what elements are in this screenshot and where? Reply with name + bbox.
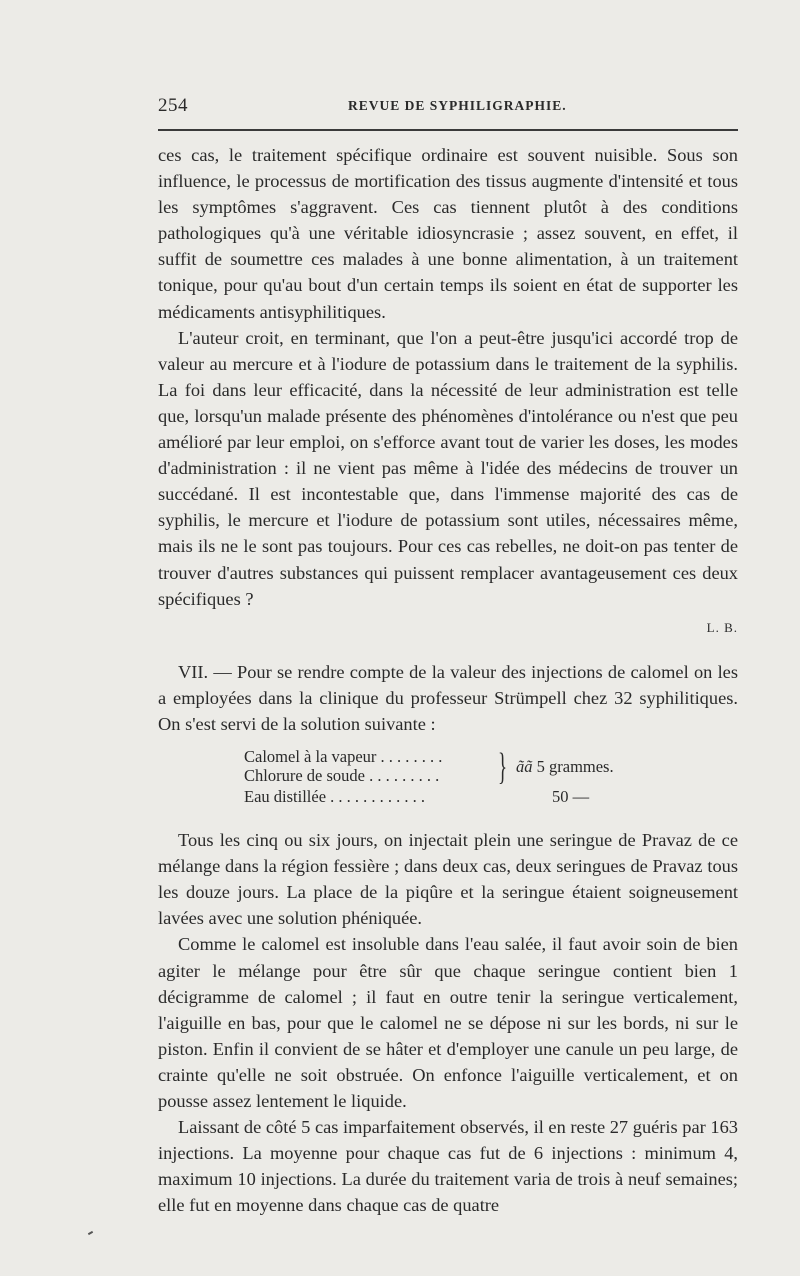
formula-line-calomel: Calomel à la vapeur . . . . . . . .: [244, 747, 443, 767]
paragraph-section-vii: VII. — Pour se rendre compte de la valeur des injections de calomel on les a employées dans la clinique du professeur Strümpell chez 32 syphilitiques. On s'est servi de la solution suivante :: [158, 661, 738, 734]
paragraph-injections: Tous les cinq ou six jours, on injectait plein une seringue de Pravaz de ce mélange dans la région fessière ; dans deux cas, deux seringues de Pravaz tous les douze jours. La place de la piqûre et la seringue étaient soigneusement lavées avec une solution phéniquée.: [158, 830, 738, 929]
formula-quantity-eau: 50 —: [552, 787, 590, 807]
signature: L. B.: [706, 619, 738, 635]
page-header: [158, 95, 738, 119]
article-body: [158, 142, 738, 1218]
running-title: REVUE DE SYPHILIGRAPHIE.: [348, 98, 567, 113]
formula-line-eau: Eau distillée . . . . . . . . . . . .: [244, 787, 426, 807]
formula-aa: ãã: [516, 757, 533, 777]
paragraph-continued: ces cas, le traitement spécifique ordinaire est souvent nuisible. Sous son influence, le processus de mortification des tissus augmente d'intensité et tous les symptômes s'aggravent. Ces cas tiennent plutôt à des conditions pathologiques qu'à une véritable idiosyncrasie ; assez souvent, en effet, il suffit de soumettre ces malades à une bonne alimentation, à un traitement tonique, pour qu'au bout d'un certain temps ils soient en état de supporter les médicaments antisyphilitiques.: [158, 145, 738, 322]
paragraph-conclusion: L'auteur croit, en terminant, que l'on a peut-être jusqu'ici accordé trop de valeur au mercure et à l'iodure de potassium dans le traitement de la syphilis. La foi dans leur efficacité, dans la nécessité de leur administration est telle que, lorsqu'un malade présente des phénomènes d'intolérance ou n'est que peu amélioré par leur emploi, on s'efforce avant tout de varier les doses, les modes d'administration : il ne vient pas même à l'idée des médecins de trouver un succédané. Il est incontestable que, dans l'immense majorité des cas de syphilis, le mercure et l'iodure de potassium sont utiles, nécessaires même, mais ils ne le sont pas toujours. Pour ces cas rebelles, ne doit-on pas tenter de trouver d'autres substances qui puissent remplacer avantageusement ces deux spécifiques ?: [158, 327, 738, 609]
ink-speck: [88, 1231, 93, 1235]
paragraph-technique: Comme le calomel est insoluble dans l'eau salée, il faut avoir soin de bien agiter le mélange pour être sûr que chaque seringue contient bien 1 décigramme de calomel ; il faut en outre tenir la seringue verticalement, l'aiguille en bas, pour que le calomel ne se dépose ni sur les bords, ni sur le piston. Enfin il convient de se hâter et d'employer une canule un peu large, de crainte qu'elle ne soit obstruée. On enfonce l'aiguille verticalement, et on pousse assez lentement le liquide.: [158, 934, 738, 1111]
header-rule: [158, 129, 738, 131]
formula-quantity-shared: [516, 757, 614, 777]
prescription-formula: [158, 747, 738, 813]
formula-qty-common: 5 grammes.: [536, 757, 614, 777]
formula-line-chlorure: Chlorure de soude . . . . . . . . .: [244, 766, 440, 786]
page-number: 254: [158, 95, 188, 116]
formula-brace: }: [498, 746, 508, 789]
paragraph-results: Laissant de côté 5 cas imparfaitement observés, il en reste 27 guéris par 163 injections. La moyenne pour chaque cas fut de 6 injections : minimum 4, maximum 10 injections. La durée du traitement varia de trois à neuf semaines; elle fut en moyenne dans chaque cas de quatre: [158, 1117, 738, 1216]
